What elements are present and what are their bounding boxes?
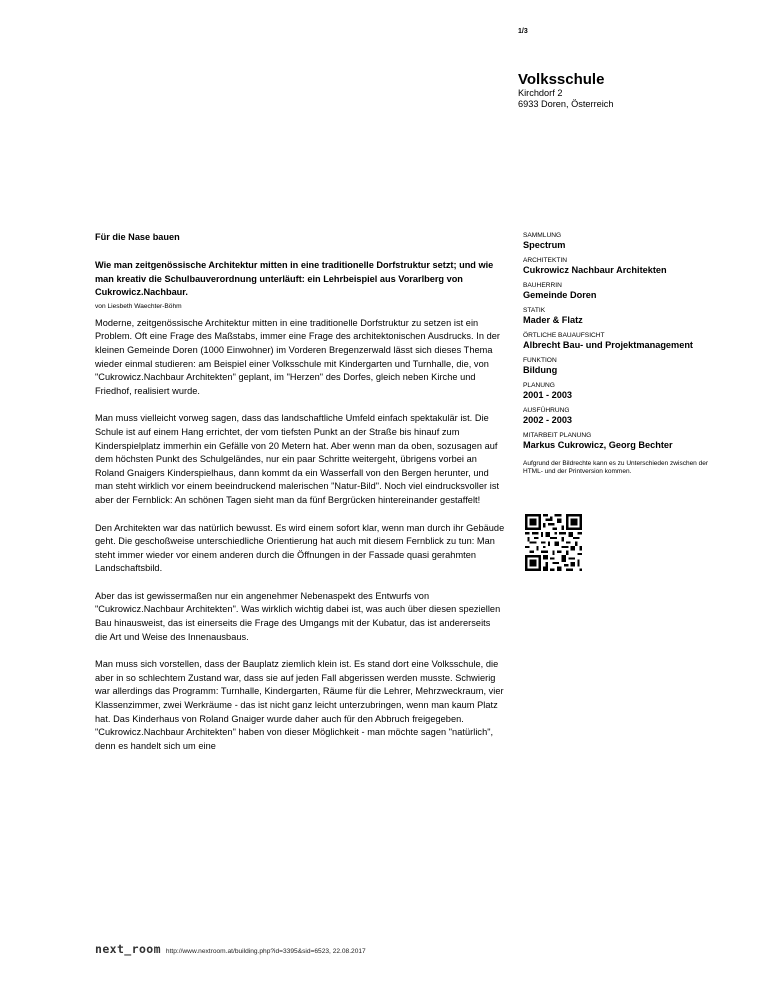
fact-value: Bildung <box>523 365 558 375</box>
fact-value: 2002 - 2003 <box>523 415 573 425</box>
fact-label: STATIK <box>523 307 546 314</box>
fact-label: BAUHERRIN <box>523 282 562 289</box>
project-facts <box>523 232 723 475</box>
fact-funktion <box>523 357 723 376</box>
fact-value: Gemeinde Doren <box>523 290 597 300</box>
article <box>95 231 505 767</box>
address-line-1: Kirchdorf 2 <box>518 88 563 98</box>
article-kicker: Für die Nase bauen <box>95 232 180 242</box>
article-paragraph: Moderne, zeitgenössische Architektur mitten in eine traditionelle Dorfstruktur zu setzen ist ein Problem. Oft eine Frage des Maßstabs, immer eine Frage des architektonischen Ausdrucks. In der kleinen Gemeinde Doren (1000 Einwohner) im Vorderen Bregenzerwald lässt sich dieses Thema wieder einmal studieren: am Beispiel einer Volksschule mit Kindergarten und Turnhalle, die, von "Cukrowicz.Nachbaur Architekten" geplant, im "Herzen" des Dorfes, gleich neben Kirche und Friedhof, realisiert wurde. <box>95 317 501 396</box>
fact-label: AUSFÜHRUNG <box>523 407 570 414</box>
address-line-2: 6933 Doren, Österreich <box>518 99 614 109</box>
fact-value: Cukrowicz Nachbaur Architekten <box>523 265 667 275</box>
qr-code-icon <box>523 514 584 571</box>
fact-bauherrin <box>523 282 723 301</box>
fact-value: 2001 - 2003 <box>523 390 573 400</box>
fact-value: Spectrum <box>523 240 566 250</box>
article-lead: Wie man zeitgenössische Architektur mitten in eine traditionelle Dorfstruktur setzt; und wie man kreativ die Schulbauverordnung unterläuft: ein Lehrbeispiel aus Vorarlberg von Cukrowicz.Nachbaur. <box>95 260 494 298</box>
page-number: 1/3 <box>518 28 528 35</box>
article-paragraph: Man muss vielleicht vorweg sagen, dass das landschaftliche Umfeld einfach spektakulär ist. Die Schule ist auf einem Hang errichtet, der vom tiefsten Punkt an der Straße bis hinauf zum Kinderspielplatz immerhin ein Gefälle von 20 Metern hat. Aber wenn man da oben, sozusagen auf dem höchsten Punkt des Schulgeländes, nur ein paar Schritte weitergeht, übrigens vorbei an Roland Gnaigers Kinderspielhaus, dann kommt da ein Wasserfall von den Bergen herunter, und man steht wirklich vor einem beeindruckend malerischen "Natur-Bild". Noch viel eindrucksvoller ist aber der Fernblick: An schönen Tagen sieht man da fünf Bergrücken hintereinander gestaffelt! <box>95 413 500 505</box>
fact-mitarbeit <box>523 432 723 451</box>
article-paragraph: Aber das ist gewissermaßen nur ein angenehmer Nebenaspekt des Entwurfs von "Cukrowicz.Nachbaur Architekten". Was wirklich wichtig dabei ist, was auch über diesen speziellen Bau hinausweist, das ist einerseits die Frage des Umgangs mit der Kubatur, das ist andererseits die Art und Weise des Innenausbaus. <box>95 590 501 642</box>
fact-value: Albrecht Bau- und Projektmanagement <box>523 340 693 350</box>
fact-value: Markus Cukrowicz, Georg Bechter <box>523 440 673 450</box>
fact-label: SAMMLUNG <box>523 232 562 239</box>
article-paragraph: Man muss sich vorstellen, dass der Bauplatz ziemlich klein ist. Es stand dort eine Volksschule, die aber in so schlechtem Zustand war, dass sie auf jeden Fall abgerissen werden musste. Schwierig war allerdings das Programm: Turnhalle, Kindergarten, Räume für die Lehrer, Mehrzweckraum, vier Klassenzimmer, zwei Werkräume - das ist nicht ganz leicht unterzubringen, wenn man kaum Platz hat. Das Kinderhaus von Roland Gnaiger wurde daher auch für den Abbruch freigegeben. "Cukrowicz.Nachbaur Architekten" haben von dieser Möglichkeit - man möchte sagen "natürlich", denn es handelt sich um eine <box>95 659 504 751</box>
fact-label: ÖRTLICHE BAUAUFSICHT <box>523 332 605 339</box>
article-paragraph: Den Architekten war das natürlich bewusst. Es wird einem sofort klar, wenn man durch ihr Gebäude geht. Die geschoßweise unterschiedliche Orientierung hat auch mit diesem Fernblick zu tun: Man steht immer wieder vor einem anderen durch die Öffnungen in der Fassade quasi gerahmten Landschaftsbild. <box>95 522 505 574</box>
fact-sammlung <box>523 232 723 251</box>
fact-label: ARCHITEKTIN <box>523 257 567 264</box>
nextroom-logo: next_room <box>95 942 161 956</box>
fact-planung <box>523 382 723 401</box>
fact-label: MITARBEIT PLANUNG <box>523 432 592 439</box>
fact-value: Mader & Flatz <box>523 315 583 325</box>
fact-label: PLANUNG <box>523 382 555 389</box>
fact-bauaufsicht <box>523 332 723 351</box>
fact-statik <box>523 307 723 326</box>
image-rights-note: Aufgrund der Bildrechte kann es zu Unterschieden zwischen der HTML- und der Printversion kommen. <box>523 460 708 475</box>
fact-ausfuehrung <box>523 407 723 426</box>
source-url[interactable]: http://www.nextroom.at/building.php?id=3395&sid=6523, 22.08.2017 <box>165 948 366 955</box>
footer <box>95 942 366 956</box>
fact-label: FUNKTION <box>523 357 557 364</box>
building-title: Volksschule <box>518 71 605 88</box>
article-byline: von Liesbeth Waechter-Böhm <box>95 302 182 310</box>
fact-architektin <box>523 257 723 276</box>
building-header <box>518 72 614 110</box>
